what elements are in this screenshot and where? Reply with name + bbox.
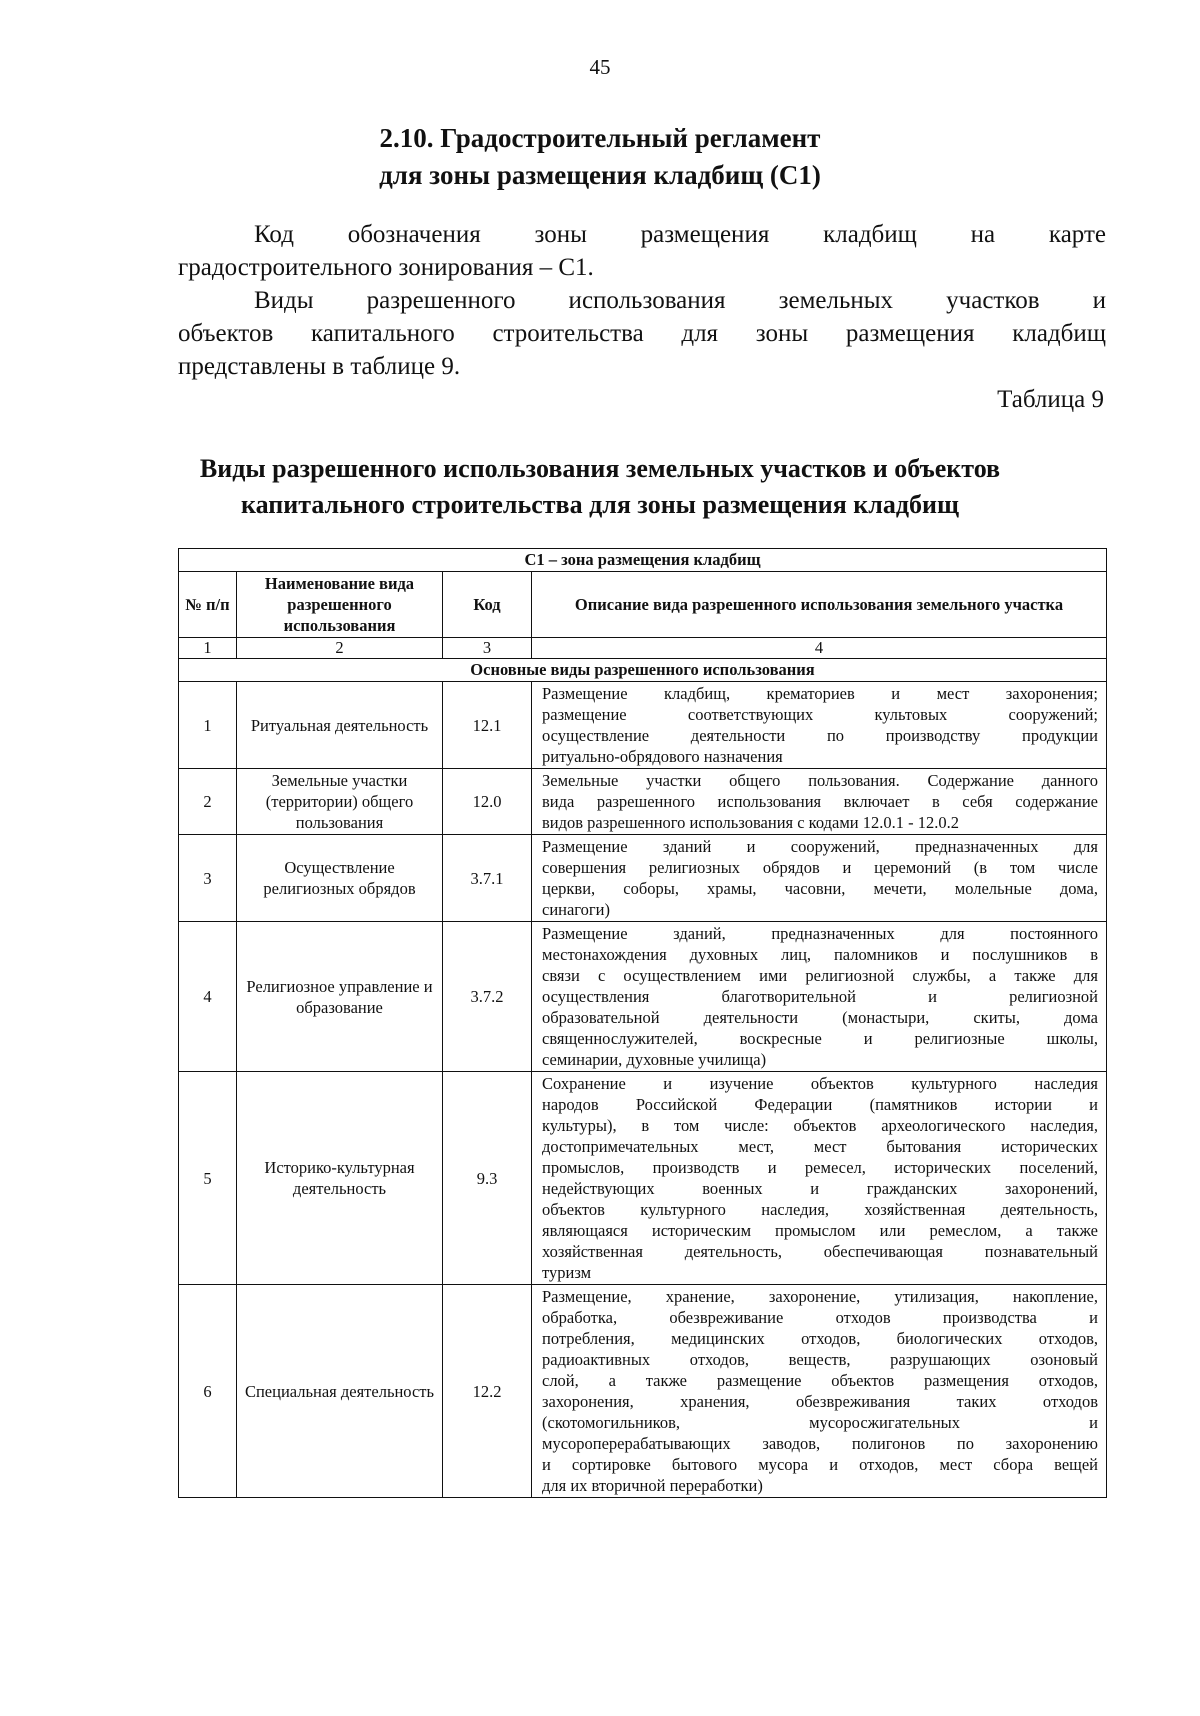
description-line: Размещение зданий, предназначенных для постоянного [542, 924, 1098, 943]
description-line: являющаяся историческим промыслом или ремеслом, а также [542, 1221, 1098, 1240]
table-row [179, 922, 1107, 1072]
group-title-row [179, 659, 1107, 682]
description-line: народов Российской Федерации (памятников истории и [542, 1095, 1098, 1114]
description-line: семинарии, духовные училища) [542, 1050, 767, 1069]
description-line: связи с осуществлением ими религиозной службы, а также для [542, 966, 1098, 985]
column-index: 4 [532, 638, 1107, 659]
row-description [532, 769, 1107, 835]
row-code: 3.7.1 [443, 835, 532, 922]
row-description [532, 922, 1107, 1072]
row-num: 6 [179, 1285, 237, 1498]
description-line: осуществление деятельности по производству продукции [542, 726, 1098, 745]
header-name: Наименование вида разрешенного использования [237, 572, 443, 638]
description-line: образовательной деятельности (монастыри, скиты, дома [542, 1008, 1098, 1027]
description-line: священнослужителей, воскресные и религиозные школы, [542, 1029, 1098, 1048]
row-description [532, 682, 1107, 769]
paragraph-line: объектов капитального строительства для зоны размещения кладбищ [178, 320, 1106, 347]
section-title [0, 120, 1200, 194]
row-code: 9.3 [443, 1072, 532, 1285]
row-usage-name: Земельные участки (территории) общего пользования [237, 769, 443, 835]
table-heading-line: Виды разрешенного использования земельных участков и объектов [199, 454, 1001, 483]
row-code: 12.2 [443, 1285, 532, 1498]
description-line: размещение соответствующих культовых сооружений; [542, 705, 1098, 724]
description-line: культуры), в том числе: объектов археологического наследия, [542, 1116, 1098, 1135]
row-code: 12.1 [443, 682, 532, 769]
description-line: и сортировке бытового мусора и отходов, мест сбора вещей [542, 1455, 1098, 1474]
row-num: 1 [179, 682, 237, 769]
description-line: Размещение, хранение, захоронение, утилизация, накопление, [542, 1287, 1098, 1306]
row-usage-name: Осуществление религиозных обрядов [237, 835, 443, 922]
header-num: № п/п [179, 572, 237, 638]
row-description [532, 1072, 1107, 1285]
table-row [179, 835, 1107, 922]
table-row [179, 1072, 1107, 1285]
description-line: видов разрешенного использования с кодами 12.0.1 - 12.0.2 [542, 813, 959, 832]
land-use-table [178, 548, 1107, 1498]
paragraph-line: градостроительного зонирования – С1. [178, 254, 594, 281]
description-line: Размещение кладбищ, крематориев и мест захоронения; [542, 684, 1098, 703]
description-line: синагоги) [542, 900, 611, 919]
row-usage-name: Специальная деятельность [237, 1285, 443, 1498]
table-row [179, 1285, 1107, 1498]
description-line: обработка, обезвреживание отходов производства и [542, 1308, 1098, 1327]
row-usage-name: Религиозное управление и образование [237, 922, 443, 1072]
header-row [179, 572, 1107, 638]
description-line: достопримечательных мест, мест бытования исторических [542, 1137, 1098, 1156]
table-row [179, 769, 1107, 835]
description-line: промыслов, производств и ремесел, исторических поселений, [542, 1158, 1098, 1177]
header-desc: Описание вида разрешенного использования земельного участка [532, 572, 1107, 638]
row-num: 2 [179, 769, 237, 835]
page-number: 45 [589, 55, 611, 79]
description-line: церкви, соборы, храмы, часовни, мечети, молельные дома, [542, 879, 1098, 898]
description-line: осуществления благотворительной и религиозной [542, 987, 1098, 1006]
description-line: совершения религиозных обрядов и церемоний (в том числе [542, 858, 1098, 877]
zone-caption-row [179, 549, 1107, 572]
row-num: 5 [179, 1072, 237, 1285]
section-title-line: 2.10. Градостроительный регламент [379, 123, 821, 153]
description-line: ритуально-обрядового назначения [542, 747, 783, 766]
column-index-row [179, 638, 1107, 659]
section-title-line: для зоны размещения кладбищ (С1) [379, 160, 821, 190]
description-line: мусороперерабатывающих заводов, полигонов по захоронению [542, 1434, 1098, 1453]
zone-caption: С1 – зона размещения кладбищ [179, 549, 1107, 572]
description-line: для их вторичной переработки) [542, 1476, 763, 1495]
row-num: 3 [179, 835, 237, 922]
column-index: 2 [237, 638, 443, 659]
column-index: 1 [179, 638, 237, 659]
row-num: 4 [179, 922, 237, 1072]
description-line: вида разрешенного использования включает в себя содержание [542, 792, 1098, 811]
description-line: Размещение зданий и сооружений, предназначенных для [542, 837, 1098, 856]
row-usage-name: Историко-культурная деятельность [237, 1072, 443, 1285]
table-number: Таблица 9 [997, 386, 1104, 413]
row-description [532, 1285, 1107, 1498]
row-description [532, 835, 1107, 922]
column-index: 3 [443, 638, 532, 659]
description-line: объектов культурного наследия, хозяйственная деятельность, [542, 1200, 1098, 1219]
paragraph-line: Виды разрешенного использования земельных участков и [254, 287, 1106, 314]
table-body [179, 682, 1107, 1498]
row-usage-name: Ритуальная деятельность [237, 682, 443, 769]
description-line: Сохранение и изучение объектов культурного наследия [542, 1074, 1098, 1093]
paragraph-usage-types [178, 284, 1106, 383]
description-line: захоронения, хранения, обезвреживания таких отходов [542, 1392, 1098, 1411]
description-line: местонахождения духовных лиц, паломников и послушников в [542, 945, 1098, 964]
description-line: потребления, медицинских отходов, биологических отходов, [542, 1329, 1098, 1348]
header-code: Код [443, 572, 532, 638]
paragraph-line: представлены в таблице 9. [178, 353, 461, 380]
description-line: недействующих военных и гражданских захоронений, [542, 1179, 1098, 1198]
table-row [179, 682, 1107, 769]
group-title: Основные виды разрешенного использования [179, 659, 1107, 682]
table-heading [0, 451, 1200, 523]
row-code: 3.7.2 [443, 922, 532, 1072]
description-line: радиоактивных отходов, веществ, разрушающих озоновый [542, 1350, 1098, 1369]
table-heading-line: капитального строительства для зоны размещения кладбищ [241, 490, 959, 519]
description-line: Земельные участки общего пользования. Содержание данного [542, 771, 1098, 790]
description-line: хозяйственная деятельность, обеспечивающая познавательный [542, 1242, 1098, 1261]
paragraph-line: Код обозначения зоны размещения кладбищ на карте [254, 221, 1106, 248]
row-code: 12.0 [443, 769, 532, 835]
description-line: туризм [542, 1263, 592, 1282]
description-line: слой, а также размещение объектов размещения отходов, [542, 1371, 1098, 1390]
description-line: (скотомогильников, мусоросжигательных и [542, 1413, 1098, 1432]
paragraph-zone-code [178, 218, 1106, 284]
